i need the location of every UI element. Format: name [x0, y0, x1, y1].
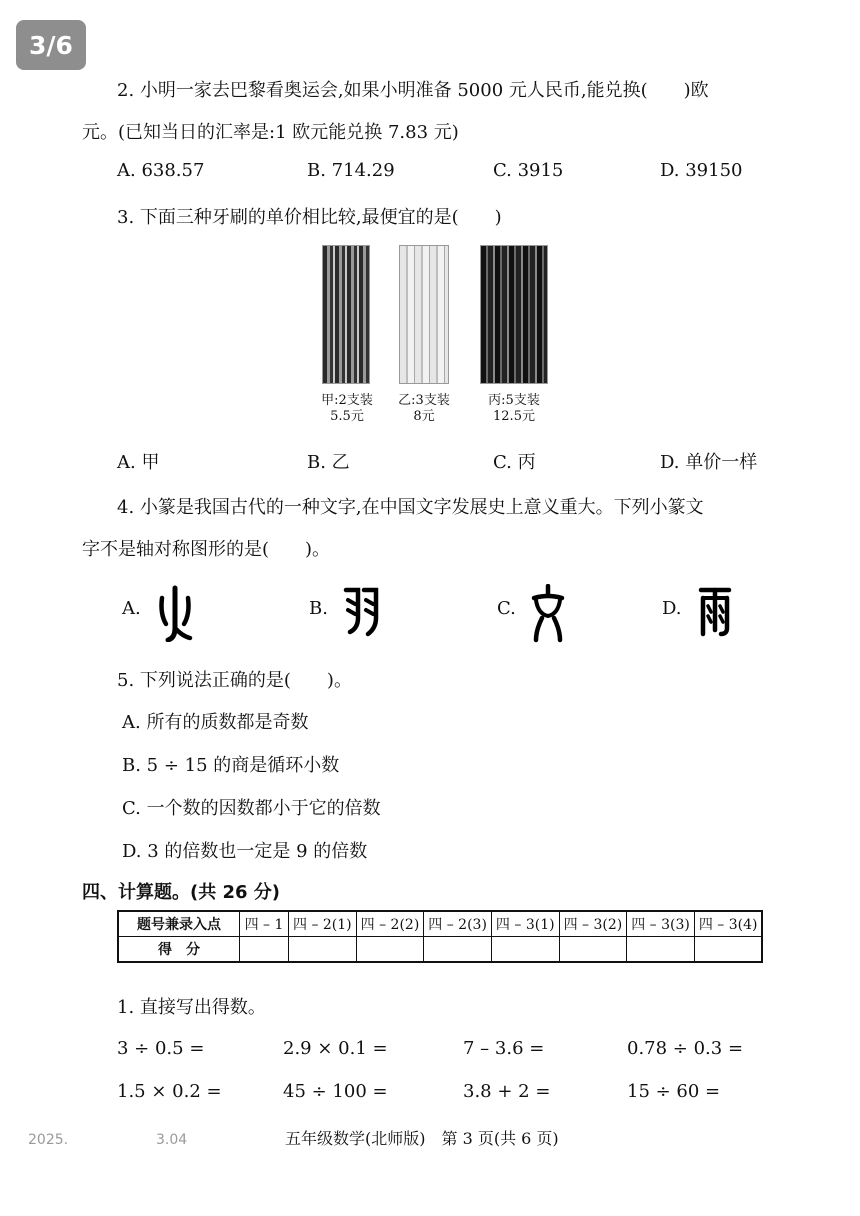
caption-jia-pack: 甲:2支装	[321, 393, 373, 408]
q4-text-line2: 字不是轴对称图形的是( )。	[82, 539, 331, 560]
score-cell[interactable]	[240, 937, 289, 963]
score-table-header-row	[118, 911, 762, 937]
toothbrush-image-bing	[480, 245, 548, 384]
score-cell[interactable]	[491, 937, 559, 963]
score-table-score-row	[118, 937, 762, 963]
seal-character-huo-icon	[156, 584, 194, 642]
q5-option-d: D. 3 的倍数也一定是 9 的倍数	[122, 841, 368, 862]
q3-option-d: D. 单价一样	[660, 452, 758, 473]
header-cell-2: 四 – 2(1)	[289, 911, 357, 937]
caption-jia	[312, 393, 382, 425]
calc-sub1-title: 1. 直接写出得数。	[117, 997, 266, 1018]
score-cell[interactable]	[289, 937, 357, 963]
header-cell-label: 题号兼录入点	[118, 911, 240, 937]
caption-yi-price: 8元	[413, 409, 435, 424]
q4-option-a-letter: A.	[122, 598, 141, 619]
calc-item: 15 ÷ 60 =	[627, 1081, 721, 1102]
q3-option-a: A. 甲	[117, 452, 160, 473]
q2-text-line2: 元。(已知当日的汇率是:1 欧元能兑换 7.83 元)	[82, 122, 459, 143]
header-cell-3: 四 – 2(2)	[356, 911, 424, 937]
section4-title: 四、计算题。(共 26 分)	[82, 882, 281, 903]
score-cell[interactable]	[627, 937, 695, 963]
q4-option-b-letter: B.	[309, 598, 328, 619]
calc-item: 2.9 × 0.1 =	[283, 1038, 388, 1059]
header-cell-5: 四 – 3(1)	[491, 911, 559, 937]
q4-text-line1: 4. 小篆是我国古代的一种文字,在中国文字发展史上意义重大。下列小篆文	[117, 497, 704, 518]
footer-faint-left: 2025.	[28, 1132, 69, 1148]
score-cell[interactable]	[559, 937, 627, 963]
footer-faint-mid: 3.04	[156, 1132, 188, 1148]
q3-text: 3. 下面三种牙刷的单价相比较,最便宜的是( )	[117, 207, 502, 228]
seal-character-yu-rain-icon	[697, 584, 733, 640]
q4-option-d-letter: D.	[662, 598, 682, 619]
q5-option-a: A. 所有的质数都是奇数	[122, 712, 309, 733]
q2-option-b: B. 714.29	[307, 160, 395, 181]
q2-option-a: A. 638.57	[117, 160, 205, 181]
header-cell-7: 四 – 3(3)	[627, 911, 695, 937]
calc-item: 45 ÷ 100 =	[283, 1081, 388, 1102]
score-row-label: 得 分	[118, 937, 240, 963]
toothbrush-image-yi	[399, 245, 449, 384]
caption-jia-price: 5.5元	[330, 409, 364, 424]
caption-bing-pack: 丙:5支装	[488, 393, 540, 408]
caption-yi	[389, 393, 459, 425]
header-cell-6: 四 – 3(2)	[559, 911, 627, 937]
caption-bing-price: 12.5元	[493, 409, 535, 424]
header-cell-8: 四 – 3(4)	[694, 911, 762, 937]
caption-bing	[478, 393, 550, 425]
calc-item: 0.78 ÷ 0.3 =	[627, 1038, 744, 1059]
seal-character-wen-icon	[528, 584, 568, 644]
q2-text-line1: 2. 小明一家去巴黎看奥运会,如果小明准备 5000 元人民币,能兑换( )欧	[117, 80, 709, 101]
header-cell-1: 四 – 1	[240, 911, 289, 937]
q4-option-c-letter: C.	[497, 598, 516, 619]
q3-option-c: C. 丙	[493, 452, 536, 473]
seal-character-yu-icon	[342, 584, 382, 642]
q5-option-b: B. 5 ÷ 15 的商是循环小数	[122, 755, 340, 776]
calc-item: 3 ÷ 0.5 =	[117, 1038, 205, 1059]
header-cell-4: 四 – 2(3)	[424, 911, 492, 937]
q5-option-c: C. 一个数的因数都小于它的倍数	[122, 798, 381, 819]
q2-option-c: C. 3915	[493, 160, 564, 181]
calc-item: 7 – 3.6 =	[463, 1038, 545, 1059]
score-table	[117, 910, 763, 963]
calc-item: 3.8 + 2 =	[463, 1081, 551, 1102]
score-cell[interactable]	[356, 937, 424, 963]
toothbrush-image-jia	[322, 245, 370, 384]
page-footer: 五年级数学(北师版) 第 3 页(共 6 页)	[285, 1129, 559, 1148]
score-cell[interactable]	[424, 937, 492, 963]
q5-text: 5. 下列说法正确的是( )。	[117, 670, 352, 691]
caption-yi-pack: 乙:3支装	[398, 393, 450, 408]
q2-option-d: D. 39150	[660, 160, 743, 181]
page-indicator-badge[interactable]: 3/6	[16, 20, 86, 70]
q3-option-b: B. 乙	[307, 452, 350, 473]
score-cell[interactable]	[694, 937, 762, 963]
calc-item: 1.5 × 0.2 =	[117, 1081, 222, 1102]
